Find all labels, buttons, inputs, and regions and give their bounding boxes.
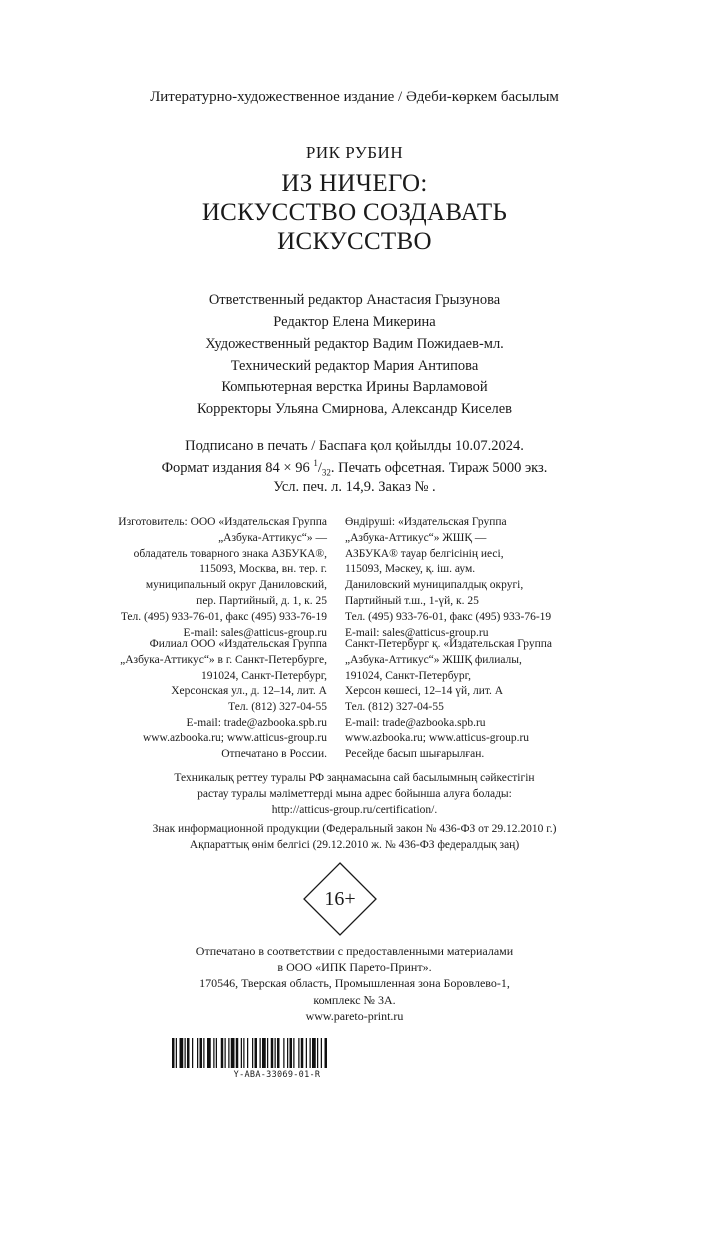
branch-ru: Филиал ООО «Издательская Группа „Азбука-Аттикус“» в г. Санкт-Петербурге, 191024, Санкт-Петербург, Херсонская ул., д. 12–14, лит. А Тел. (812) 327-04-55 E-mail: trade@azbooka.spb.ru	[120, 638, 327, 729]
websites-ru: www.azbooka.ru; www.atticus-group.ru Отпечатано в России.	[142, 732, 327, 760]
signed-date: Подписано в печать / Баспаға қол қойылды 10.07.2024.	[185, 438, 524, 454]
barcode-bar	[301, 1038, 304, 1068]
edition-type: Литературно-художественное издание / Әдеби-көркем басылым	[150, 89, 559, 105]
barcode-bar	[267, 1038, 268, 1068]
info-sign-note: Знак информационной продукции (Федеральный закон № 436-ФЗ от 29.12.2010 г.) Ақпараттық өнім белгісі (29.12.2010 ж. № 436-ФЗ федералдық заң)	[152, 823, 557, 851]
barcode-bar	[228, 1038, 229, 1068]
barcode-bar	[197, 1038, 198, 1068]
barcode-bar	[172, 1038, 175, 1068]
print-format: Формат издания 84 × 96 $^1/_{32}$. Печать офсетная. Тираж 5000 экз.	[161, 458, 548, 478]
barcode-bar	[312, 1038, 316, 1068]
barcode-bar	[287, 1038, 288, 1068]
credit-line: Редактор Елена Микерина	[273, 314, 436, 330]
barcode-bar	[241, 1038, 242, 1068]
book-title-line-2: ИСКУССТВО СОЗДАВАТЬ	[201, 199, 508, 226]
barcode-bar	[213, 1038, 214, 1068]
barcode-bar	[225, 1038, 226, 1068]
branch-kz: Санкт-Петербург қ. «Издательская Группа „Азбука-Аттикус“» ЖШҚ филиалы, 191024, Санкт-Петербург, Херсон көшесі, 12–14 үй, лит. А Тел. (812) 327-04-55 E-mail: trade@azbooka.spb.ru	[345, 638, 552, 729]
barcode-bar	[321, 1038, 322, 1068]
barcode-bar	[252, 1038, 253, 1068]
credit-line: Компьютерная верстка Ирины Варламовой	[221, 379, 488, 395]
barcode-bar	[306, 1038, 307, 1068]
barcode-label: Y-ABA-33069-01-R	[233, 1070, 321, 1080]
barcode-bar	[200, 1038, 203, 1068]
barcode-bar	[176, 1038, 177, 1068]
author-name: РИК РУБИН	[305, 143, 404, 162]
barcode-bar	[247, 1038, 248, 1068]
barcode-bar	[283, 1038, 284, 1068]
barcode-image	[172, 1038, 382, 1068]
credit-line: Корректоры Ульяна Смирнова, Александр Киселев	[196, 401, 513, 417]
barcode-bar	[262, 1038, 266, 1068]
barcode-bar	[255, 1038, 258, 1068]
barcode-bar	[236, 1038, 239, 1068]
barcode-bar	[293, 1038, 294, 1068]
printer-info: Отпечатано в соответствии с предоставленными материалами в ООО «ИПК Парето-Принт». 170546, Тверская область, Промышленная зона Боровлево-1, комплекс № 3А. www.pareto-print.ru	[195, 944, 514, 1023]
barcode-bar	[290, 1038, 293, 1068]
barcode-bar	[221, 1038, 224, 1068]
barcode-bar	[277, 1038, 280, 1068]
barcode-bar	[216, 1038, 217, 1068]
barcode-bar	[185, 1038, 186, 1068]
credit-line: Ответственный редактор Анастасия Грызунова	[208, 292, 501, 308]
barcode-bar	[180, 1038, 184, 1068]
credit-line: Технический редактор Мария Антипова	[230, 358, 479, 374]
print-sheets: Усл. печ. л. 14,9. Заказ № .	[273, 479, 436, 495]
barcode-bar	[317, 1038, 318, 1068]
barcode-bar	[231, 1038, 235, 1068]
credit-line: Художественный редактор Вадим Пожидаев-мл.	[205, 336, 504, 352]
websites-kz: www.azbooka.ru; www.atticus-group.ru Ресейде басып шығарылған.	[345, 732, 530, 760]
manufacturer-ru: Изготовитель: ООО «Издательская Группа „Азбука-Аттикус“» — обладатель товарного знака АЗБУКА®, 115093, Москва, вн. тер. г. муниципальный округ Даниловский, пер. Партийный, д. 1, к. 25 Тел. (495) 933-76-01, факс (495) 933-76-19 E-mail: sales@atticus-group.ru	[118, 516, 327, 639]
barcode-bar	[275, 1038, 276, 1068]
age-rating-text: 16+	[324, 888, 356, 910]
book-title-line-3: ИСКУССТВО	[277, 228, 432, 255]
barcode-bar	[298, 1038, 299, 1068]
book-title-line-1: ИЗ НИЧЕГО:	[281, 170, 428, 197]
barcode-bar	[187, 1038, 190, 1068]
age-rating-badge	[303, 862, 377, 936]
barcode-bar	[207, 1038, 211, 1068]
barcode-bar	[325, 1038, 328, 1068]
certification-note: Техникалық реттеу туралы РФ заңнамасына сай басылымның сәйкестігін растау туралы мәліметтерді мына адрес бойынша алуға болады: http://atticus-group.ru/certification/.	[174, 772, 535, 816]
barcode-bar	[260, 1038, 261, 1068]
age-rating-diamond	[303, 862, 377, 936]
barcode-bar	[310, 1038, 311, 1068]
barcode-bar	[271, 1038, 274, 1068]
barcode-bar	[192, 1038, 193, 1068]
barcode-bar	[203, 1038, 204, 1068]
manufacturer-kz: Өндіруші: «Издательская Группа „Азбука-Аттикус“» ЖШҚ — АЗБУКА® тауар белгісінің иесі, 115093, Мәскеу, қ. іш. аум. Даниловский муниципалдық округі, Партийный т.ш., 1-үй, к. 25 Тел. (495) 933-76-01, факс (495) 933-76-19 E-mail: sales@atticus-group.ru	[345, 516, 552, 639]
barcode-bar	[243, 1038, 244, 1068]
